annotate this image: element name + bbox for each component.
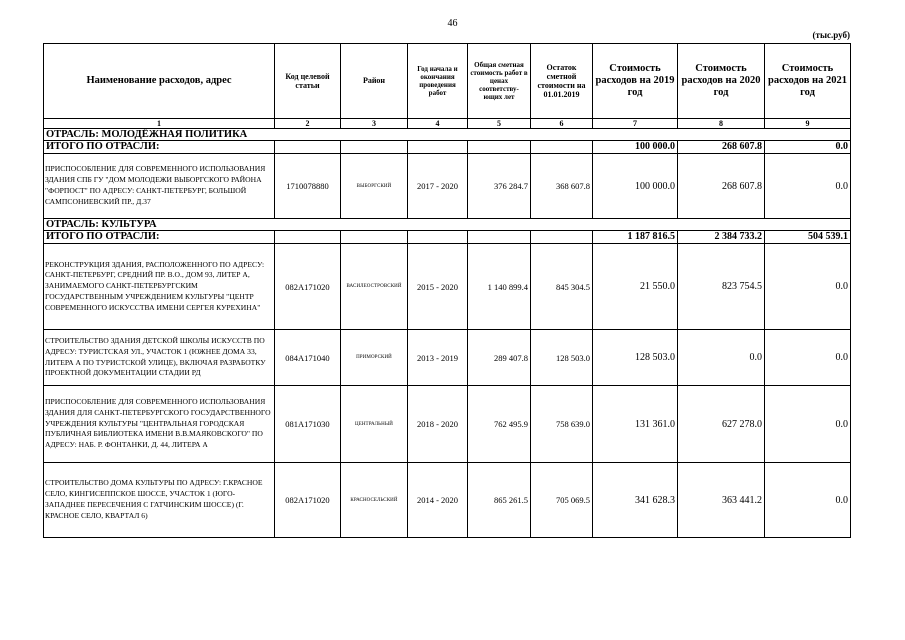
units-label: (тыс.руб) [812,30,850,40]
item-cost-2021: 0.0 [765,463,851,538]
header-total-cost: Общая сметная стоимость работ в ценах соответству-ющих лет [468,44,531,119]
item-total-cost: 289 407.8 [468,330,531,386]
item-district: ВАСИЛЕОСТРОВСКИЙ [341,244,408,330]
sector-title: ОТРАСЛЬ: КУЛЬТУРА [44,219,851,231]
sector-total-2021: 504 539.1 [765,231,851,244]
column-number: 3 [341,119,408,129]
sector-total-2021: 0.0 [765,141,851,154]
sector-total-2020: 2 384 733.2 [678,231,765,244]
header-code: Код целевой статьи [275,44,341,119]
sector-total-2019: 1 187 816.5 [593,231,678,244]
sector-row [44,129,851,141]
table-row [44,330,851,386]
item-name: РЕКОНСТРУКЦИЯ ЗДАНИЯ, РАСПОЛОЖЕННОГО ПО АДРЕСУ: САНКТ-ПЕТЕРБУРГ, СРЕДНИЙ ПР. В.О., ДОМ 93, ЛИТЕР А, ЗАНИМАЕМОГО САНКТ-ПЕТЕРБУРГСКИМ ГОСУДАРСТВЕННЫМ УЧРЕЖДЕНИЕМ КУЛЬТУРЫ "ЦЕНТР СОВРЕМЕННОГО ИСКУССТВА ИМЕНИ СЕРГЕЯ КУРЕХИНА" [44,244,275,330]
item-remaining: 705 069.5 [531,463,593,538]
sector-title: ОТРАСЛЬ: МОЛОДЁЖНАЯ ПОЛИТИКА [44,129,851,141]
header-remaining: Остаток сметной стоимости на 01.01.2019 [531,44,593,119]
item-cost-2019: 131 361.0 [593,386,678,463]
item-cost-2020: 823 754.5 [678,244,765,330]
page-number: 46 [447,18,458,29]
item-cost-2019: 341 628.3 [593,463,678,538]
item-remaining: 845 304.5 [531,244,593,330]
header-years: Год начала и окончания проведения работ [408,44,468,119]
item-years: 2013 - 2019 [408,330,468,386]
header-row [44,44,851,119]
header-name: Наименование расходов, адрес [44,44,275,119]
item-name: ПРИСПОСОБЛЕНИЕ ДЛЯ СОВРЕМЕННОГО ИСПОЛЬЗОВАНИЯ ЗДАНИЯ СПБ ГУ "ДОМ МОЛОДЕЖИ ВЫБОРГСКОГО РАЙОНА "ФОРПОСТ" ПО АДРЕСУ: САНКТ-ПЕТЕРБУРГ, БОЛЬШОЙ САМПСОНИЕВСКИЙ ПР., Д.37 [44,154,275,219]
item-cost-2021: 0.0 [765,386,851,463]
item-cost-2021: 0.0 [765,330,851,386]
item-years: 2018 - 2020 [408,386,468,463]
header-2021: Стоимость расходов на 2021 год [765,44,851,119]
item-total-cost: 762 495.9 [468,386,531,463]
item-name: СТРОИТЕЛЬСТВО ЗДАНИЯ ДЕТСКОЙ ШКОЛЫ ИСКУССТВ ПО АДРЕСУ: ТУРИСТСКАЯ УЛ., УЧАСТОК 1 (ЮЖНЕЕ ДОМА 33, ЛИТЕРА А ПО ТУРИСТСКОЙ УЛИЦЕ), ВКЛЮЧАЯ РАЗРАБОТКУ ПРОЕКТНОЙ ДОКУМЕНТАЦИИ СТАДИИ РД [44,330,275,386]
item-code: 1710078880 [275,154,341,219]
item-code: 082А171020 [275,463,341,538]
sector-total-2020: 268 607.8 [678,141,765,154]
column-number: 7 [593,119,678,129]
item-name: ПРИСПОСОБЛЕНИЕ ДЛЯ СОВРЕМЕННОГО ИСПОЛЬЗОВАНИЯ ЗДАНИЯ ДЛЯ САНКТ-ПЕТЕРБУРГСКОГО ГОСУДАРСТВЕННОГО УЧРЕЖДЕНИЯ КУЛЬТУРЫ "ЦЕНТРАЛЬНАЯ ГОРОДСКАЯ ПУБЛИЧНАЯ БИБЛИОТЕКА ИМЕНИ В.В.МАЯКОВСКОГО" ПО АДРЕСУ: НАБ. Р. ФОНТАНКИ, Д. 44, ЛИТЕРА А [44,386,275,463]
item-remaining: 368 607.8 [531,154,593,219]
column-number: 5 [468,119,531,129]
header-2019: Стоимость расходов на 2019 год [593,44,678,119]
item-cost-2019: 21 550.0 [593,244,678,330]
sector-total-row [44,141,851,154]
item-code: 084А171040 [275,330,341,386]
item-years: 2015 - 2020 [408,244,468,330]
item-cost-2020: 627 278.0 [678,386,765,463]
table-row [44,154,851,219]
item-district: КРАСНОСЕЛЬСКИЙ [341,463,408,538]
item-name: СТРОИТЕЛЬСТВО ДОМА КУЛЬТУРЫ ПО АДРЕСУ: Г.КРАСНОЕ СЕЛО, КИНГИСЕППСКОЕ ШОССЕ, УЧАСТОК 1 (ЮГО-ЗАПАДНЕЕ ПЕРЕСЕЧЕНИЯ С ГАТЧИНСКИМ ШОССЕ) (Г. КРАСНОЕ СЕЛО, КВАРТАЛ 6) [44,463,275,538]
sector-total-2019: 100 000.0 [593,141,678,154]
budget-table [43,43,851,538]
table-row [44,244,851,330]
header-district: Район [341,44,408,119]
item-district: ПРИМОРСКИЙ [341,330,408,386]
item-total-cost: 865 261.5 [468,463,531,538]
sector-total-row [44,231,851,244]
item-district: ЦЕНТРАЛЬНЫЙ [341,386,408,463]
item-cost-2021: 0.0 [765,244,851,330]
column-number: 6 [531,119,593,129]
item-district: ВЫБОРГСКИЙ [341,154,408,219]
item-cost-2019: 128 503.0 [593,330,678,386]
table-row [44,463,851,538]
column-number: 1 [44,119,275,129]
item-code: 081А171030 [275,386,341,463]
item-years: 2014 - 2020 [408,463,468,538]
sector-total-label: ИТОГО ПО ОТРАСЛИ: [44,141,275,154]
item-cost-2021: 0.0 [765,154,851,219]
item-cost-2020: 0.0 [678,330,765,386]
sector-row [44,219,851,231]
item-total-cost: 376 284.7 [468,154,531,219]
item-cost-2020: 363 441.2 [678,463,765,538]
item-cost-2020: 268 607.8 [678,154,765,219]
item-code: 082А171020 [275,244,341,330]
column-number: 8 [678,119,765,129]
sector-total-label: ИТОГО ПО ОТРАСЛИ: [44,231,275,244]
header-2020: Стоимость расходов на 2020 год [678,44,765,119]
column-number-row [44,119,851,129]
item-cost-2019: 100 000.0 [593,154,678,219]
item-remaining: 758 639.0 [531,386,593,463]
item-total-cost: 1 140 899.4 [468,244,531,330]
column-number: 2 [275,119,341,129]
item-remaining: 128 503.0 [531,330,593,386]
item-years: 2017 - 2020 [408,154,468,219]
table-row [44,386,851,463]
column-number: 9 [765,119,851,129]
column-number: 4 [408,119,468,129]
